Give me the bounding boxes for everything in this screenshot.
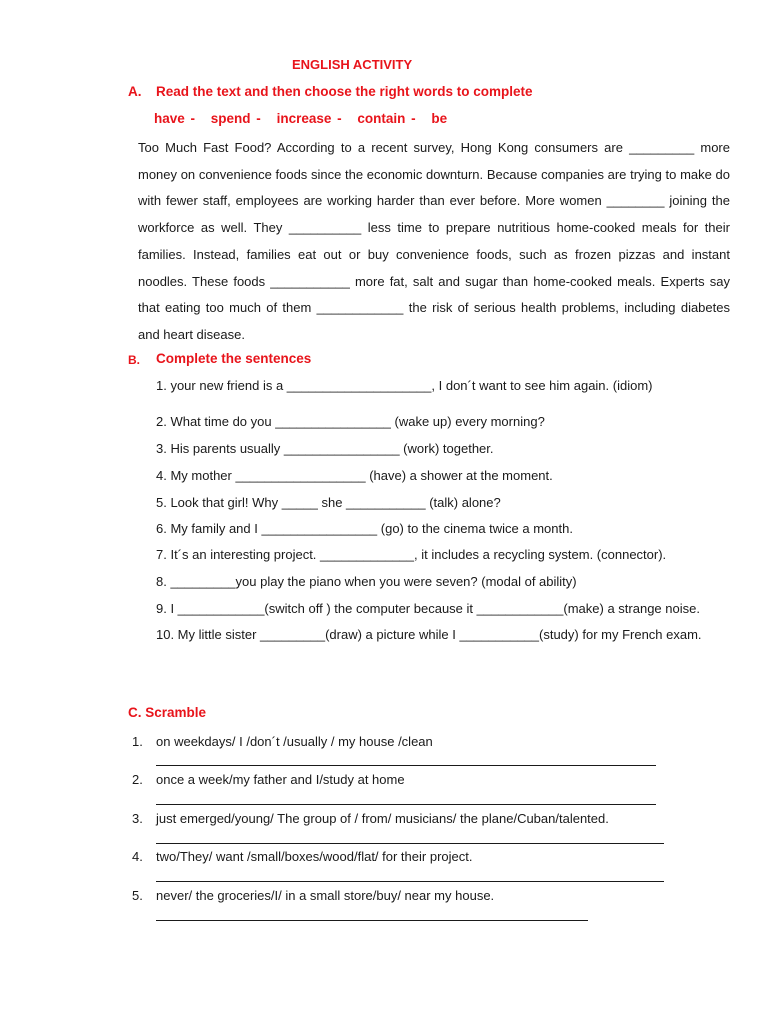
sentence-item: 8. _________you play the piano when you were seven? (modal of ability) bbox=[156, 574, 577, 589]
answer-line[interactable] bbox=[156, 920, 588, 921]
section-b-title: Complete the sentences bbox=[156, 351, 312, 366]
scramble-prompt: just emerged/young/ The group of / from/ musicians/ the plane/Cuban/talented. bbox=[156, 811, 609, 826]
section-a-instruction: Read the text and then choose the right words to complete bbox=[156, 84, 533, 99]
word-bank-item: be bbox=[431, 111, 448, 126]
answer-line[interactable] bbox=[156, 881, 664, 882]
sentence-item: 6. My family and I ________________ (go) to the cinema twice a month. bbox=[156, 521, 573, 536]
sentence-item: 2. What time do you ________________ (wake up) every morning? bbox=[156, 414, 545, 429]
sentence-item: 3. His parents usually ________________ (work) together. bbox=[156, 441, 494, 456]
scramble-number: 2. bbox=[132, 772, 143, 787]
sentence-item: 1. your new friend is a ____________________, I don´t want to see him again. (idiom) bbox=[156, 378, 653, 393]
page-title: ENGLISH ACTIVITY bbox=[292, 57, 413, 72]
sentence-item: 5. Look that girl! Why _____ she ___________ (talk) alone? bbox=[156, 495, 501, 510]
word-bank bbox=[154, 111, 457, 126]
scramble-prompt: never/ the groceries/I/ in a small store/buy/ near my house. bbox=[156, 888, 495, 903]
scramble-prompt: once a week/my father and I/study at home bbox=[156, 772, 405, 787]
sentence-item: 7. It´s an interesting project. _____________, it includes a recycling system. (connector). bbox=[156, 547, 667, 562]
section-c-title: C. Scramble bbox=[128, 705, 207, 720]
scramble-number: 1. bbox=[132, 734, 143, 749]
sentence-item: 4. My mother __________________ (have) a shower at the moment. bbox=[156, 468, 553, 483]
sentence-item: 9. I ____________(switch off ) the computer because it ____________(make) a strange noise. bbox=[156, 601, 700, 616]
answer-line[interactable] bbox=[156, 804, 656, 805]
word-bank-item: spend - bbox=[210, 111, 261, 126]
word-bank-item: have - bbox=[154, 111, 196, 126]
scramble-number: 5. bbox=[132, 888, 143, 903]
scramble-number: 3. bbox=[132, 811, 143, 826]
sentence-item: 10. My little sister _________(draw) a picture while I ___________(study) for my French exam. bbox=[156, 627, 702, 642]
scramble-prompt: on weekdays/ I /don´t /usually / my house /clean bbox=[156, 734, 433, 749]
scramble-number: 4. bbox=[132, 849, 143, 864]
word-bank-item: increase - bbox=[276, 111, 342, 126]
answer-line[interactable] bbox=[156, 765, 656, 766]
answer-line[interactable] bbox=[156, 843, 664, 844]
word-bank-item: contain - bbox=[357, 111, 416, 126]
section-a-letter: A. bbox=[128, 84, 142, 99]
section-b-letter: B. bbox=[128, 353, 140, 367]
reading-paragraph: Too Much Fast Food? According to a recent survey, Hong Kong consumers are _________ more money on convenience foods since the economic downturn. Because companies are trying to make do with fewer staff, employees are working harder than ever before. More women ________ joining the workforce as well. They __________ less time to prepare nutritious home-cooked meals for their families. Instead, families eat out or buy convenience foods, such as frozen pizzas and instant noodles. These foods ___________ more fat, salt and sugar than home-cooked meals. Experts say that eating too much of them ____________ the risk of serious health problems, including diabetes and heart disease. bbox=[138, 140, 730, 342]
scramble-prompt: two/They/ want /small/boxes/wood/flat/ for their project. bbox=[156, 849, 473, 864]
